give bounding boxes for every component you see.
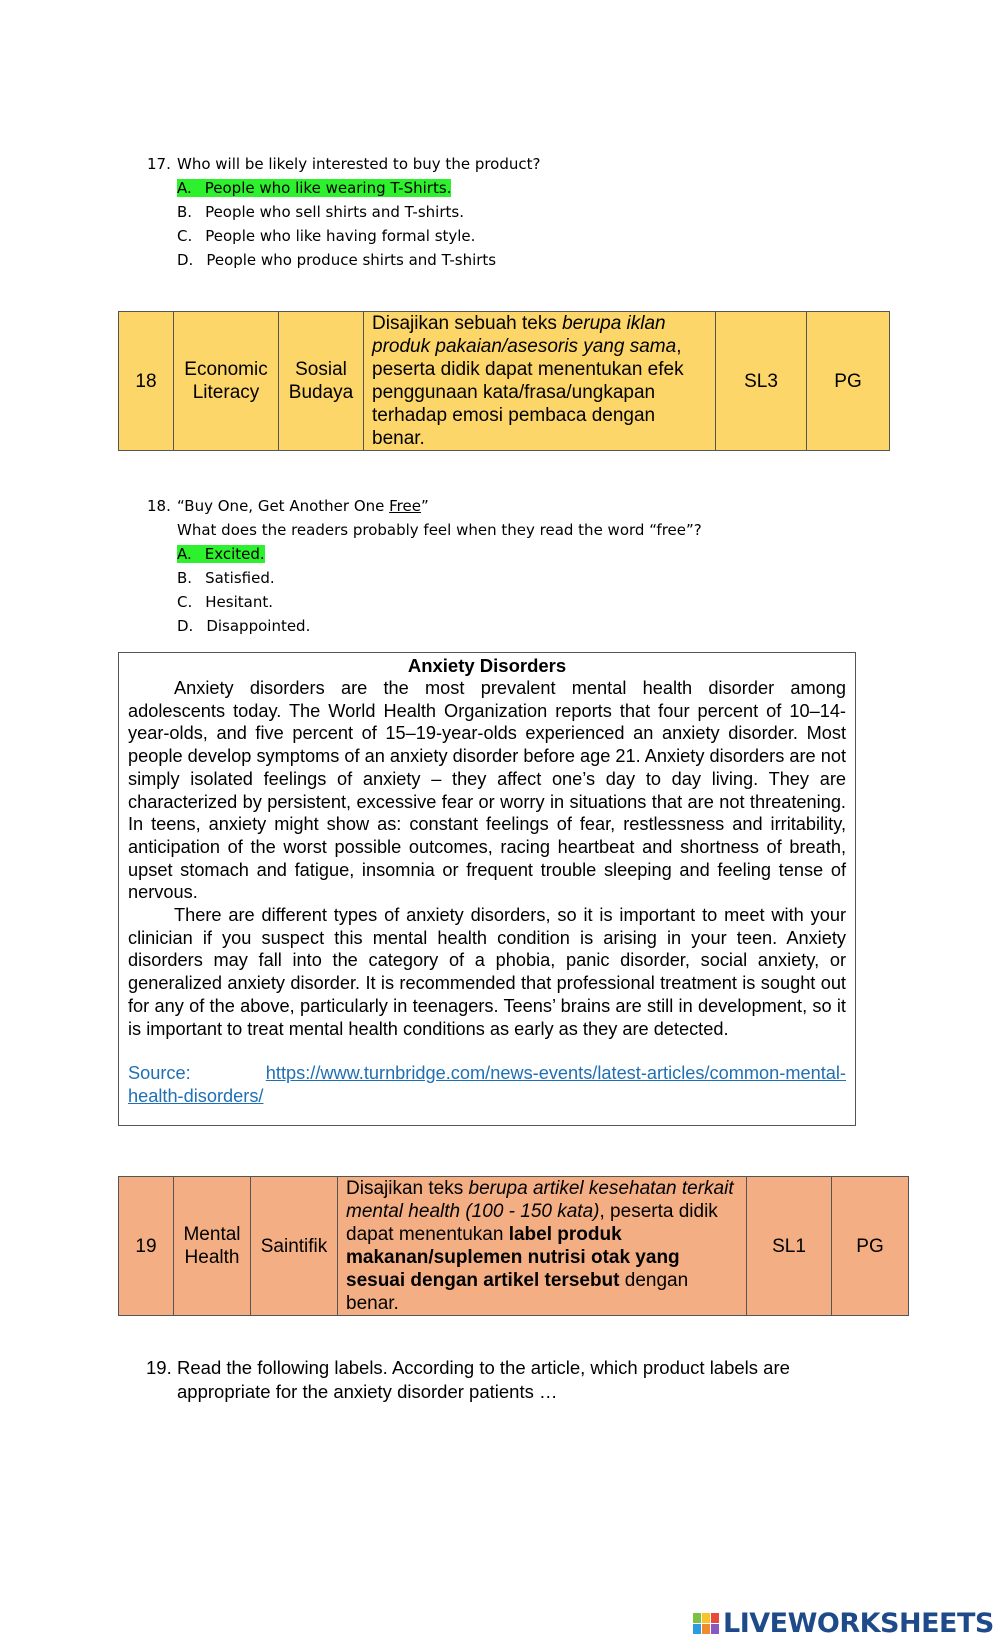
topic-cell (174, 1177, 251, 1316)
level-cell: SL1 (747, 1177, 832, 1316)
topic-cell (174, 312, 279, 451)
quote-part: ” (420, 497, 429, 515)
question-number: 17. (147, 155, 171, 173)
article-box (118, 652, 856, 1126)
indicator-table-18 (118, 311, 890, 451)
article-paragraph-2: There are different types of anxiety disorders, so it is important to meet with your clinician if you suspect this mental health condition is arising in your teen. Anxiety disorders may fall into the category of a phobia, panic disorder, social anxiety, or generalized anxiety disorder. It is recommended that professional treatment is sought out for any of the above, particularly in teenagers. Teens’ brains are still in development, so it is important to treat mental health conditions as early as they are detected. (128, 905, 846, 1039)
question-text: Read the following labels. According to the article, which product labels are appropriate for the anxiety disorder patients … (177, 1357, 790, 1402)
liveworksheets-logo (693, 1608, 994, 1639)
question-number: 19. (146, 1357, 172, 1378)
option-d[interactable] (177, 617, 310, 635)
option-letter: A. (177, 179, 192, 197)
topic-line: Mental (183, 1224, 241, 1245)
option-c[interactable] (177, 227, 475, 245)
option-letter: C. (177, 227, 193, 245)
indicator-description (364, 312, 716, 451)
option-letter: D. (177, 617, 194, 635)
article-source (128, 1062, 846, 1107)
option-text: People who produce shirts and T-shirts (206, 251, 497, 269)
option-text: Hesitant. (205, 593, 273, 611)
level-cell: SL3 (716, 312, 807, 451)
topic-line: Health (184, 1247, 240, 1268)
indicator-table-19 (118, 1176, 909, 1316)
question-text (177, 497, 429, 515)
topic-line: Economic (184, 359, 268, 380)
brand-name: LIVEWORKSHEETS (723, 1608, 994, 1639)
option-text: Disappointed. (206, 617, 311, 635)
form-cell: PG (807, 312, 890, 451)
option-text: People who like having formal style. (205, 227, 476, 245)
option-d[interactable] (177, 251, 496, 269)
option-text: Excited. (204, 545, 265, 563)
desc-part: , peserta didik dapat menentukan efek penggunaan kata/frasa/ungkapan terhadap emosi pembaca dengan benar. (372, 336, 684, 449)
desc-part: Disajikan teks (346, 1178, 469, 1199)
form-cell: PG (832, 1177, 909, 1316)
context-line: Budaya (288, 382, 354, 403)
option-b[interactable] (177, 203, 464, 221)
option-b[interactable] (177, 569, 275, 587)
quote-part: “Buy One, Get Another One (177, 497, 390, 515)
desc-part: Disajikan sebuah teks (372, 313, 563, 334)
context-line: Sosial (295, 359, 347, 380)
context-cell (279, 312, 364, 451)
row-number: 19 (119, 1177, 174, 1316)
option-letter: B. (177, 203, 193, 221)
question-subtext: What does the readers probably feel when they read the word “free”? (177, 521, 702, 539)
option-text: Satisfied. (205, 569, 275, 587)
option-a[interactable] (177, 179, 451, 197)
question-text: Who will be likely interested to buy the product? (177, 155, 541, 173)
article-paragraph-1: Anxiety disorders are the most prevalent mental health disorder among adolescents today. The World Health Organization reports that four percent of 10–14-year-olds, and five percent of 15–19-year-olds experienced an anxiety disorder. Most people develop symptoms of an anxiety disorder before age 21. Anxiety disorders are not simply isolated feelings of anxiety – they affect one’s day to day living. They are characterized by persistent, excessive fear or worry in situations that are not threatening. In teens, anxiety might show as: constant feelings of fear, restlessness and irritability, anticipation of the worst possible outcomes, racing heartbeat and shortness of breath, upset stomach and fatigue, insomnia or frequent trouble sleeping and feeling tense of nervous. (128, 678, 846, 903)
option-letter: A. (177, 545, 192, 563)
question-19 (146, 1356, 866, 1404)
option-a[interactable] (177, 545, 265, 563)
source-label: Source: (128, 1063, 191, 1084)
liveworksheets-blocks-icon (693, 1613, 719, 1634)
indicator-description (338, 1177, 747, 1316)
option-letter: B. (177, 569, 193, 587)
desc-part-italic: berupa iklan produk pakaian/asesoris yang sama (372, 313, 677, 357)
desc-part: , peserta didik dapat menentukan (346, 1201, 718, 1245)
row-number: 18 (119, 312, 174, 451)
article-title: Anxiety Disorders (407, 655, 567, 676)
desc-part-italic: berupa artikel kesehatan terkait mental health (100 - 150 kata) (346, 1178, 734, 1222)
option-letter: C. (177, 593, 193, 611)
option-c[interactable] (177, 593, 273, 611)
option-text: People who sell shirts and T-shirts. (205, 203, 464, 221)
desc-part-bold: label produk makanan/suplemen nutrisi otak yang sesuai dengan artikel tersebut (346, 1224, 680, 1291)
context-cell: Saintifik (251, 1177, 338, 1316)
option-letter: D. (177, 251, 194, 269)
source-link[interactable]: https://www.turnbridge.com/news-events/latest-articles/common-mental-health-disorders/ (128, 1063, 846, 1106)
question-number: 18. (147, 497, 171, 515)
question-18 (147, 497, 867, 642)
quote-part-underlined: Free (389, 497, 421, 515)
question-17 (147, 155, 847, 275)
topic-line: Literacy (192, 382, 260, 403)
option-text: People who like wearing T-Shirts. (204, 179, 452, 197)
desc-part: dengan benar. (346, 1270, 689, 1314)
